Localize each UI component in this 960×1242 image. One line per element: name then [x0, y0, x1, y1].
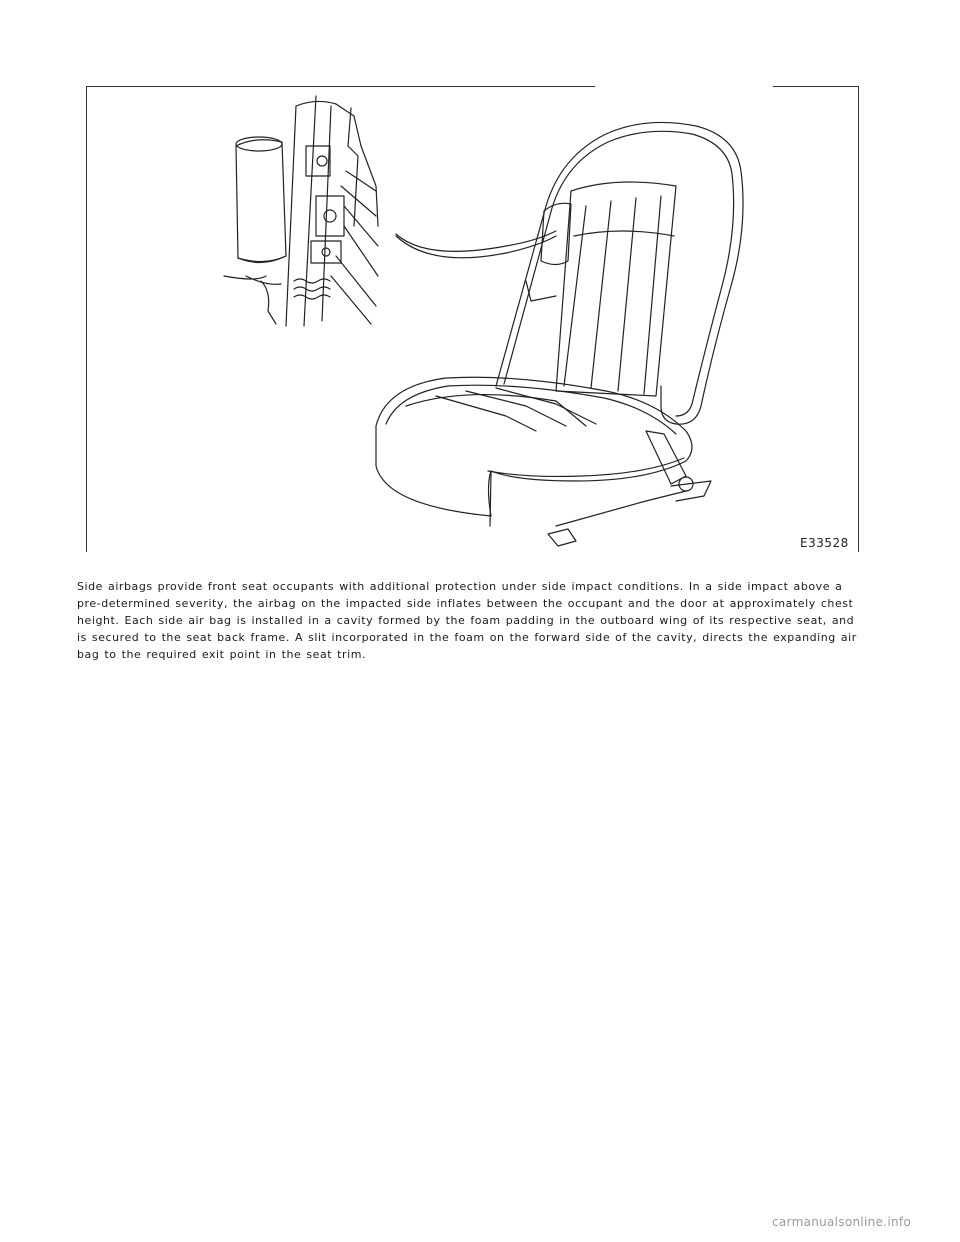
watermark-text: carmanualsonline.info [772, 1215, 912, 1229]
body-paragraph: Side airbags provide front seat occupants with additional protection under side impact conditions. In a side impact above a pre-determined severity, the airbag on the impacted side inflates between the occupant and the door at approximately chest height. Each side air bag is installed in a cavity formed by the foam padding in the outboard wing of its respective seat, and is secured to the seat back frame. A slit incorporated in the foam on the forward side of the cavity, directs the expanding air bag to the required exit point in the seat trim. [77, 580, 857, 661]
airbag-module-detail [224, 96, 556, 326]
figure-id-label: E33528 [800, 536, 849, 550]
seat-illustration [376, 122, 743, 546]
seat-airbag-illustration [86, 86, 859, 552]
